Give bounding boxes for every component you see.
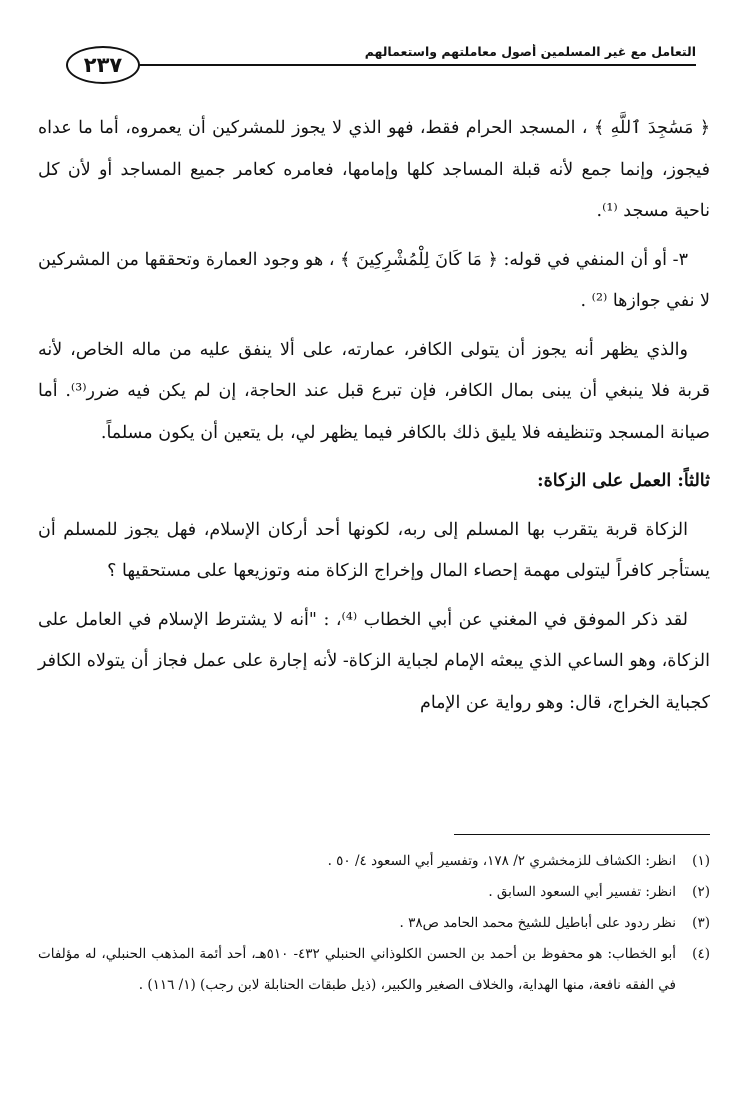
- footnote-text: انظر: الكشاف للزمخشري ٢/ ١٧٨، وتفسير أبي السعود ٤/ ٥٠ .: [327, 853, 676, 869]
- page-number: ٢٣٧: [83, 53, 123, 77]
- paragraph-2: ٣- أو أن المنفي في قوله: ﴿ مَا كَانَ لِلْمُشْرِكِينَ ﴾ ، هو وجود العمارة وتحققها من المشركين لا نفي جوازها ⁽²⁾ .: [38, 249, 710, 311]
- footnote-text: أبو الخطاب: هو محفوظ بن أحمد بن الحسن الكلوذاني الحنبلي ٤٣٢- ٥١٠هـ، أحد أئمة المذهب الحنبلي، له مؤلفات في الفقه نافعة، منها الهداية، والخلاف الصغير والكبير، (ذيل طبقات الحنابلة لابن رجب) (١/ ١١٦) .: [38, 946, 676, 993]
- footnote-number: (٣): [692, 915, 710, 931]
- footnote-4: [38, 939, 710, 1001]
- header-rule: [120, 64, 696, 66]
- main-text: [38, 108, 710, 731]
- footnote-2: [38, 877, 710, 908]
- footnote-text: انظر: تفسير أبي السعود السابق .: [488, 884, 676, 900]
- paragraph-3: والذي يظهر أنه يجوز أن يتولى الكافر، عمارته، على ألا ينفق عليه من ماله الخاص، لأنه قربة فلا ينبغي أن يبنى بمال الكافر، فإن تبرع قبل عند الحاجة، إن لم يكن فيه ضرر⁽³⁾. أما صيانة المسجد وتنظيفه فلا يليق ذلك بالكافر فيما يظهر لي، بل يتعين أن يكون مسلماً.: [38, 339, 710, 443]
- footnote-number: (٤): [692, 946, 710, 962]
- paragraph-1: ﴿ مَسَٰجِدَ ٱللَّهِ ﴾ ، المسجد الحرام فقط، فهو الذي لا يجوز للمشركين أن يعمروه، أما ما عداه فيجوز، وإنما جمع لأنه قبلة المساجد كلها وإمامها، فعامره كعامر جميع المساجد أو لأن كل ناحية مسجد ⁽¹⁾.: [38, 118, 710, 221]
- footnote-text: نظر ردود على أباطيل للشيخ محمد الحامد ص٣٨ .: [399, 915, 676, 931]
- paragraph-5: لقد ذكر الموفق في المغني عن أبي الخطاب ⁽⁴⁾، : "أنه لا يشترط الإسلام في العامل على الزكاة، وهو الساعي الذي يبعثه الإمام لجباية الزكاة- لأنه إجارة على عمل فجاز أن يتولاه الكافر كجباية الخراج، قال: وهو رواية عن الإمام: [38, 609, 710, 713]
- footnote-1: [38, 846, 710, 877]
- footnote-number: (١): [692, 853, 710, 869]
- footnote-rule: [454, 834, 710, 835]
- section-heading: ثالثاً: العمل على الزكاة:: [537, 471, 710, 491]
- paragraph-4: الزكاة قربة يتقرب بها المسلم إلى ربه، لكونها أحد أركان الإسلام، فهل يجوز للمسلم أن يستأجر كافراً ليتولى مهمة إحصاء المال وإخراج الزكاة منه وتوزيعها على مستحقيها ؟: [38, 519, 710, 581]
- footnotes: [38, 846, 710, 1001]
- footnote-3: [38, 908, 710, 939]
- footnote-number: (٢): [692, 884, 710, 900]
- running-header-title: التعامل مع غير المسلمين أصول معاملتهم واستعمالهم: [364, 44, 696, 59]
